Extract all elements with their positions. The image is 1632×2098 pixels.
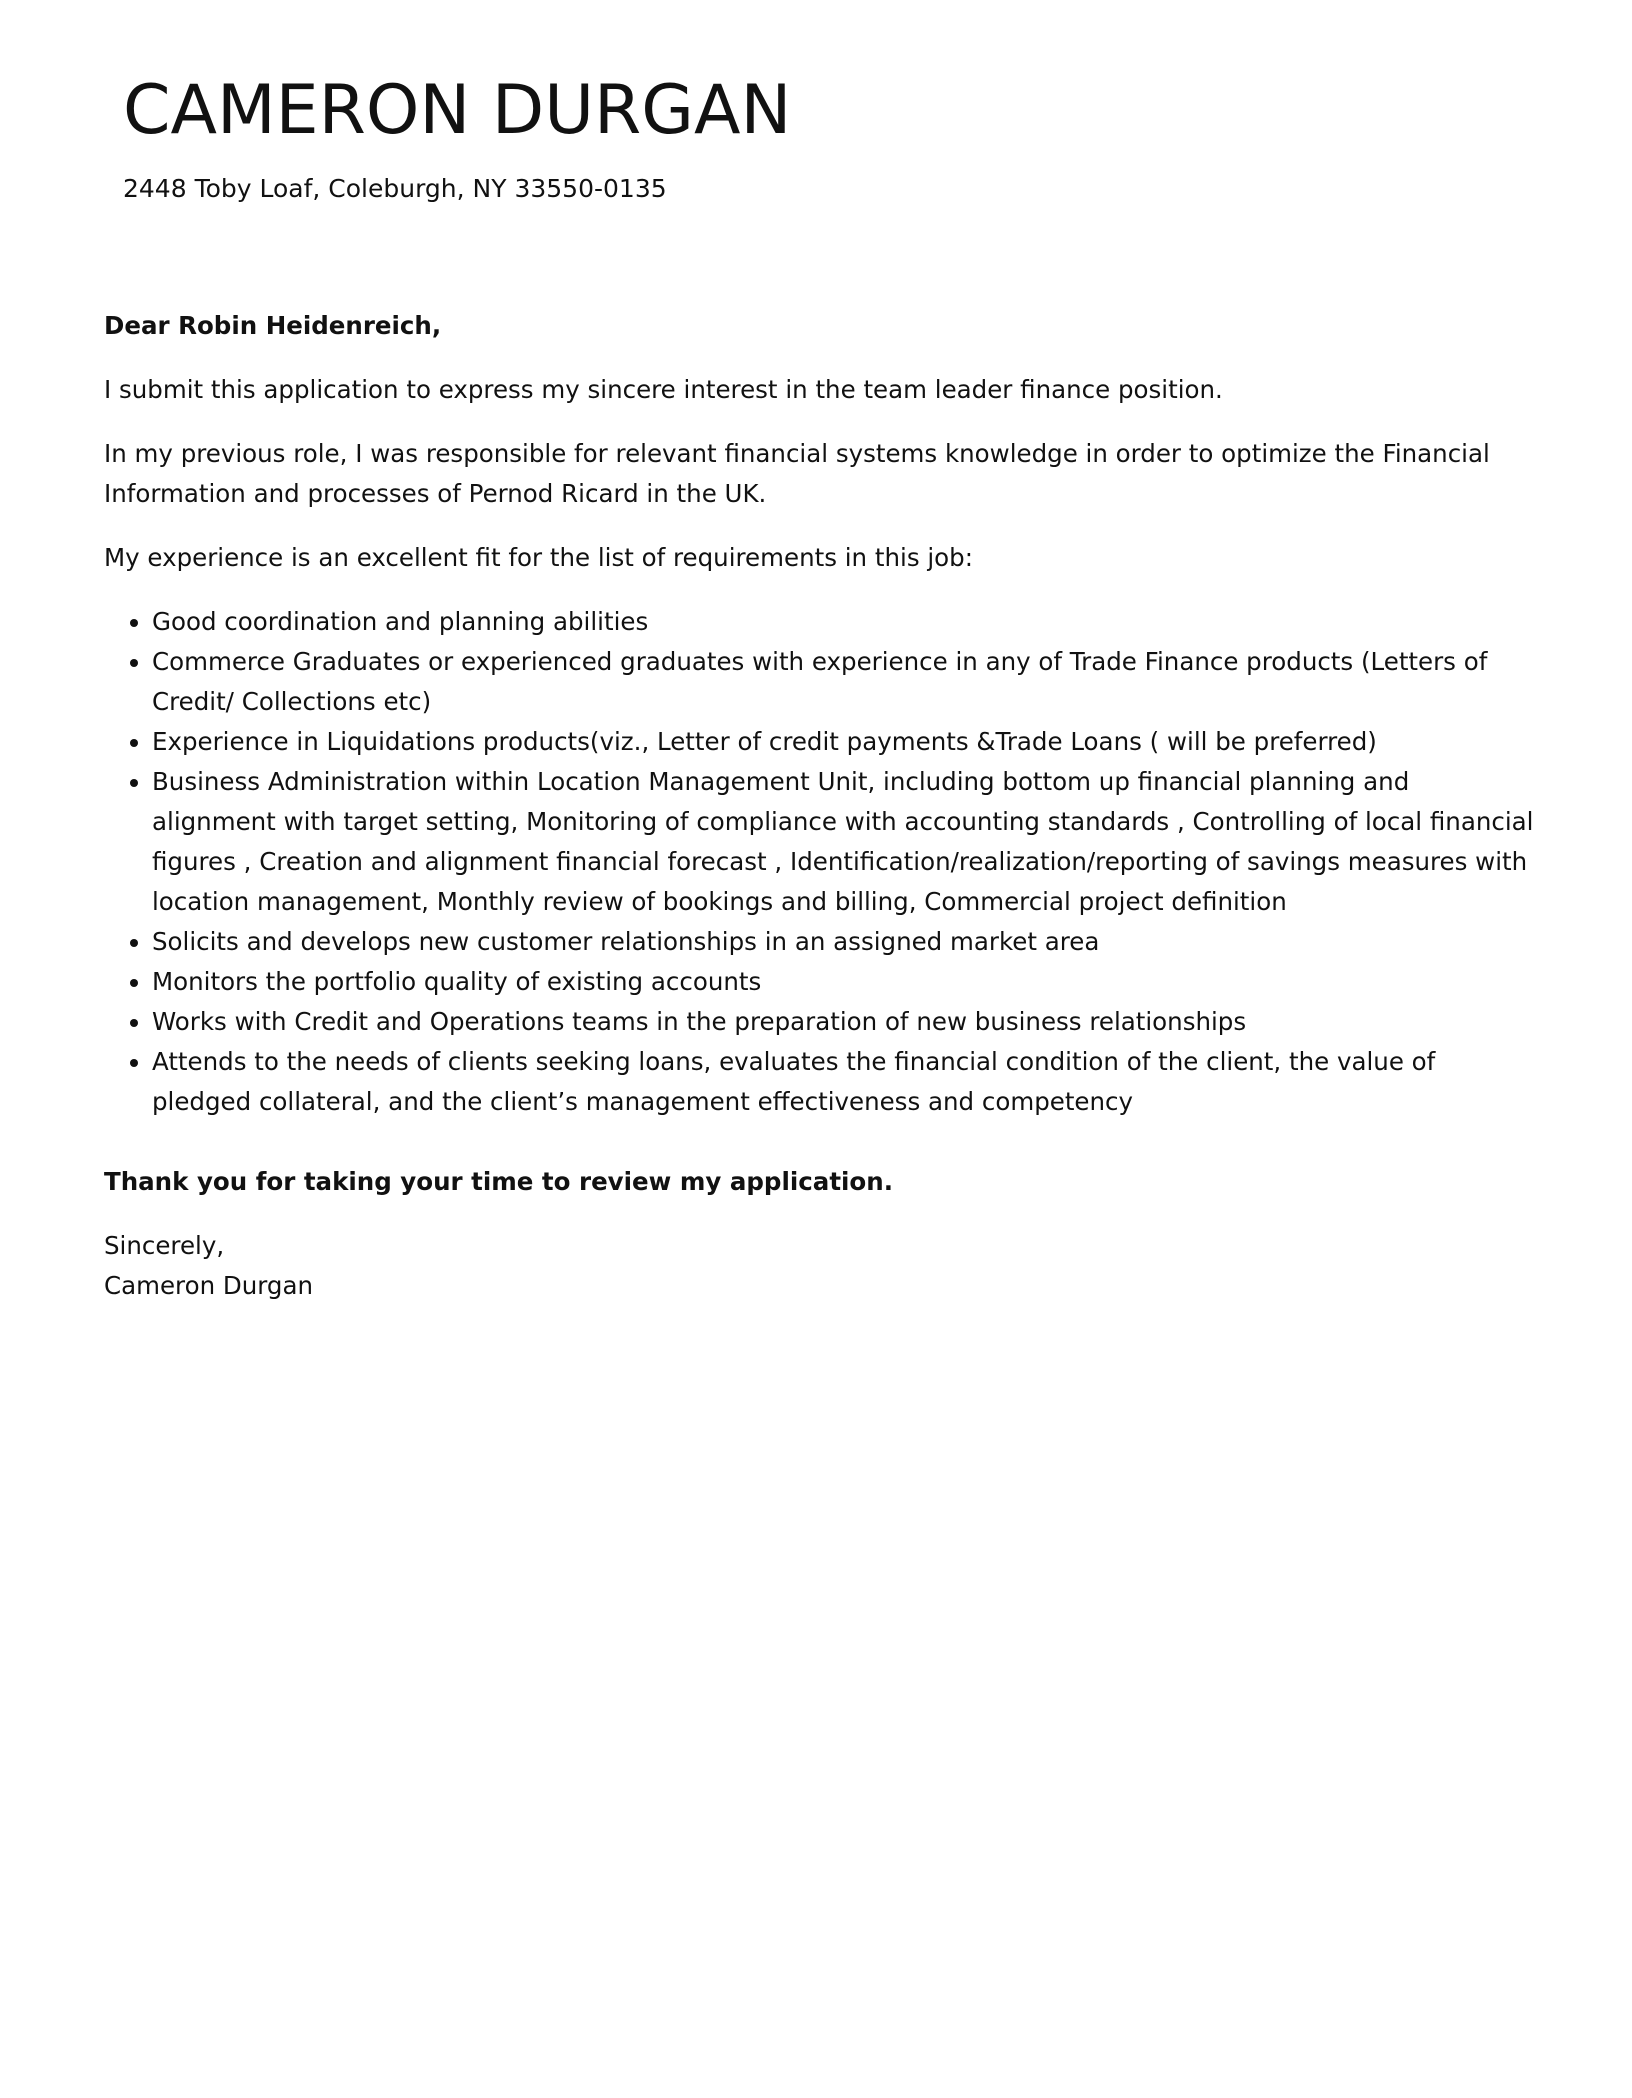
applicant-address: 2448 Toby Loaf, Coleburgh, NY 33550-0135 — [123, 173, 667, 203]
list-item: • Solicits and develops new customer relationships in an assigned market area — [152, 922, 1534, 962]
requirements-intro: My experience is an excellent fit for the list of requirements in this job: — [104, 543, 973, 572]
list-item: • Monitors the portfolio quality of existing accounts — [152, 962, 1534, 1002]
list-item: • Business Administration within Location Management Unit, including bottom up financial planning and alignment with target setting, Monitoring of compliance with accounting standards , Controlling of local financial figures , Creation and alignment financial forecast , Identification/realization/reporting of savings measures with location management, Monthly review of bookings and billing, Commercial project definition — [152, 762, 1534, 922]
signoff: Sincerely, — [104, 1231, 225, 1260]
list-item: • Works with Credit and Operations teams in the preparation of new business relationships — [152, 1002, 1534, 1042]
list-item: • Experience in Liquidations products(viz., Letter of credit payments &Trade Loans ( will be preferred) — [152, 722, 1534, 762]
letter-header — [123, 70, 1523, 204]
list-item: • Attends to the needs of clients seeking loans, evaluates the financial condition of the client, the value of pledged collateral, and the client’s management effectiveness and competency — [152, 1042, 1534, 1122]
list-item: • Good coordination and planning abilities — [152, 602, 1534, 642]
list-item: • Commerce Graduates or experienced graduates with experience in any of Trade Finance products (Letters of Credit/ Collections etc) — [152, 642, 1534, 722]
applicant-name: CAMERON DURGAN — [123, 71, 792, 150]
closing-line: Thank you for taking your time to review my application. — [104, 1167, 894, 1196]
requirements-list — [104, 602, 1534, 1122]
experience-paragraph: In my previous role, I was responsible for relevant financial systems knowledge in order to optimize the Financial Information and processes of Pernod Ricard in the UK. — [104, 439, 1490, 508]
intro-paragraph: I submit this application to express my sincere interest in the team leader finance position. — [104, 375, 1223, 404]
letter-body — [104, 306, 1534, 1306]
signature-name: Cameron Durgan — [104, 1271, 314, 1300]
greeting: Dear Robin Heidenreich, — [104, 311, 442, 340]
